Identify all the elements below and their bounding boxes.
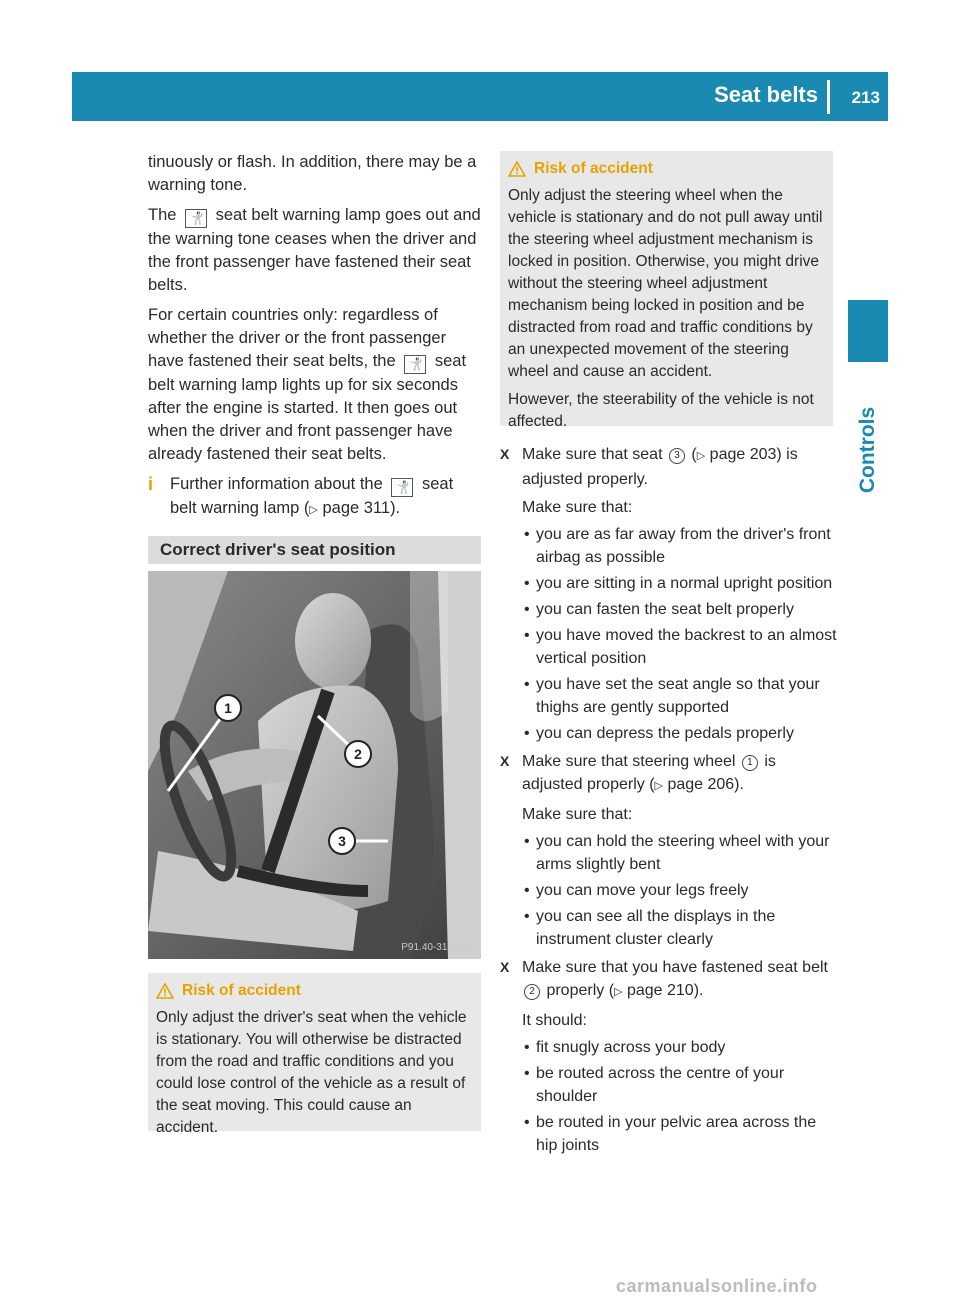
paragraph: The 🤺 seat belt warning lamp goes out and the warning tone ceases when the driver and the front passenger have fastened their seat belts. [148,206,481,294]
list-item: • be routed across the centre of your shoulder [522,1062,838,1108]
chapter-label: Controls [856,406,880,494]
illustration-svg [148,571,481,959]
header-divider [827,80,830,114]
bullet-list [522,523,838,745]
page-number: 213 [851,88,880,107]
callout-ref: 2 [524,984,540,1000]
instruction-steps [500,441,838,1160]
seat-position-illustration [148,571,481,959]
warning-text: However, the steerability of the vehicle is not affected. [508,391,814,430]
step-marker-icon: X [500,446,510,462]
callout-ref: 3 [669,448,685,464]
list-item: • you can fasten the seat belt properly [522,598,838,621]
step-marker-icon: X [500,753,510,769]
list-item: • fit snugly across your body [522,1036,838,1059]
warning-triangle-icon [156,983,174,999]
list-item: • you have moved the backrest to an almost vertical position [522,624,838,670]
page-arrow-icon: ▷ [614,986,623,998]
section-heading-title: Correct driver's seat position [160,540,396,559]
list-item: • you have set the seat angle so that your thighs are gently supported [522,673,838,719]
warning-title: Risk of accident [182,982,301,999]
page-arrow-icon: ▷ [654,780,663,792]
list-item: • you can depress the pedals properly [522,722,838,745]
svg-text:3: 3 [338,833,346,849]
step-subheading: It should: [522,1012,587,1029]
list-item: • you are as far away from the driver's front airbag as possible [522,523,838,569]
list-item: • you can move your legs freely [522,879,838,902]
seat-belt-icon: 🤺 [391,478,413,497]
paragraph: tinuously or flash. In addition, there may be a warning tone. [148,153,477,194]
page-arrow-icon: ▷ [309,504,318,516]
svg-text:1: 1 [224,700,232,716]
side-tab [848,300,888,362]
step: X Make sure that steering wheel 1 is adjusted properly (▷ page 206). Make sure that: • you can hold the steering wheel with your arms slightly bent • you can move your legs freely • you can see all the displays in the instrument cluster clearly [500,750,838,954]
warning-box [148,973,481,1136]
seat-belt-icon: 🤺 [185,209,207,228]
step: X Make sure that you have fastened seat belt 2 properly (▷ page 210). It should: • fit snugly across your body • be routed across the centre of your shoulder • be routed in your pelvic area across the hip joints [500,956,838,1160]
watermark: carmanualsonline.info [616,1276,818,1296]
warning-text: Only adjust the steering wheel when the vehicle is stationary and do not pull away until the steering wheel adjustment mechanism is locked in position. Otherwise, you might drive without the steering wheel adjustment mechanism being locked in position and be distracted from road and traffic conditions by an unexpected movement of the steering wheel and cause an accident. [508,187,823,380]
warning-title: Risk of accident [534,160,653,177]
warning-triangle-icon [508,161,526,177]
step: X Make sure that seat 3 (▷ page 203) is adjusted properly. Make sure that: • you are as far away from the driver's front airbag as possible • you are sitting in a normal upright position • you can fasten the seat belt properly • you have moved the backrest to an almost vertical position • you have set the seat angle so that your thighs are gently supported • you can depress the pedals properly [500,443,838,748]
section-title-header: Seat belts [714,82,818,107]
bullet-list [522,830,838,951]
left-column [148,151,482,522]
section-heading [148,536,481,564]
callout-ref: 1 [742,755,758,771]
list-item: • you are sitting in a normal upright position [522,572,838,595]
list-item: • you can hold the steering wheel with your arms slightly bent [522,830,838,876]
svg-text:2: 2 [354,746,362,762]
step-marker-icon: X [500,959,510,975]
step-subheading: Make sure that: [522,806,633,823]
list-item: • be routed in your pelvic area across the hip joints [522,1111,838,1157]
bullet-list [522,1036,838,1157]
step-subheading: Make sure that: [522,499,633,516]
page-arrow-icon: ▷ [696,450,706,462]
warning-text: Only adjust the driver's seat when the vehicle is stationary. You will otherwise be distracted from the road and traffic conditions and you could lose control of the vehicle as a result of the seat moving. This could cause an accident. [156,1009,467,1136]
paragraph: For certain countries only: regardless of whether the driver or the front passenger have fastened their seat belts, the 🤺 seat belt warning lamp lights up for six seconds after the engine is started. It then goes out when the driver and front passenger have already fastened their seat belts. [148,306,467,463]
list-item: • you can see all the displays in the instrument cluster clearly [522,905,838,951]
info-note: i Further information about the 🤺 seat belt warning lamp (▷ page 311). [148,473,482,522]
info-icon: i [148,474,154,494]
warning-box [500,151,833,430]
figure-code: P91.40-3130-31 [401,942,473,953]
header-bar [72,72,888,121]
seat-belt-icon: 🤺 [404,355,426,374]
